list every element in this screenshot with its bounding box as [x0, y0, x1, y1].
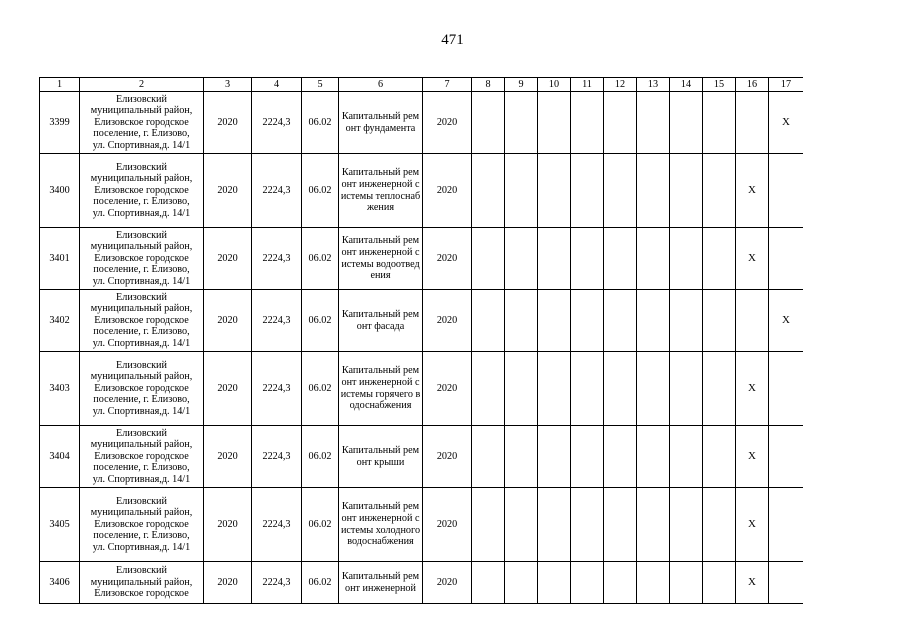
- work-type-cell: Капитальный ремонт инженерной системы водоотведения: [339, 228, 423, 290]
- address-cell: Елизовский муниципальный район, Елизовское городское поселение, г. Елизово, ул. Спортивная,д. 14/1: [80, 290, 204, 352]
- column-17-mark-cell: [769, 154, 804, 228]
- empty-cell-9: [505, 154, 538, 228]
- empty-cell-9: [505, 562, 538, 604]
- empty-cell-15: [703, 290, 736, 352]
- empty-cell-9: [505, 290, 538, 352]
- work-type-cell: Капитальный ремонт инженерной системы холодного водоснабжения: [339, 488, 423, 562]
- empty-cell-14: [670, 290, 703, 352]
- address-cell: Елизовский муниципальный район, Елизовское городское поселение, г. Елизово, ул. Спортивная,д. 14/1: [80, 352, 204, 426]
- empty-cell-10: [538, 426, 571, 488]
- work-type-cell: Капитальный ремонт инженерной системы теплоснабжения: [339, 154, 423, 228]
- column-header-13: 13: [637, 78, 670, 92]
- empty-cell-14: [670, 426, 703, 488]
- code-cell: 06.02: [302, 488, 339, 562]
- column-header-2: 2: [80, 78, 204, 92]
- empty-cell-14: [670, 154, 703, 228]
- column-header-16: 16: [736, 78, 769, 92]
- empty-cell-9: [505, 92, 538, 154]
- empty-cell-9: [505, 352, 538, 426]
- work-type-cell: Капитальный ремонт фундамента: [339, 92, 423, 154]
- planned-year-cell: 2020: [423, 154, 472, 228]
- empty-cell-15: [703, 488, 736, 562]
- area-cell: 2224,3: [252, 488, 302, 562]
- empty-cell-13: [637, 562, 670, 604]
- planned-year-cell: 2020: [423, 426, 472, 488]
- empty-cell-8: [472, 290, 505, 352]
- empty-cell-10: [538, 228, 571, 290]
- column-17-mark-cell: [769, 562, 804, 604]
- empty-cell-8: [472, 426, 505, 488]
- column-header-4: 4: [252, 78, 302, 92]
- address-cell: Елизовский муниципальный район, Елизовское городское: [80, 562, 204, 604]
- area-cell: 2224,3: [252, 352, 302, 426]
- row-number-cell: 3405: [40, 488, 80, 562]
- empty-cell-11: [571, 562, 604, 604]
- empty-cell-14: [670, 488, 703, 562]
- empty-cell-8: [472, 488, 505, 562]
- empty-cell-13: [637, 154, 670, 228]
- year-cell: 2020: [204, 488, 252, 562]
- empty-cell-14: [670, 92, 703, 154]
- column-number-row: [40, 78, 804, 92]
- table-row: [40, 290, 804, 352]
- empty-cell-15: [703, 228, 736, 290]
- address-cell: Елизовский муниципальный район, Елизовское городское поселение, г. Елизово, ул. Спортивная,д. 14/1: [80, 228, 204, 290]
- column-header-3: 3: [204, 78, 252, 92]
- address-cell: Елизовский муниципальный район, Елизовское городское поселение, г. Елизово, ул. Спортивная,д. 14/1: [80, 154, 204, 228]
- empty-cell-9: [505, 228, 538, 290]
- empty-cell-12: [604, 154, 637, 228]
- empty-cell-9: [505, 488, 538, 562]
- empty-cell-10: [538, 352, 571, 426]
- empty-cell-12: [604, 92, 637, 154]
- empty-cell-10: [538, 488, 571, 562]
- column-17-mark-cell: [769, 228, 804, 290]
- work-type-cell: Капитальный ремонт инженерной системы горячего водоснабжения: [339, 352, 423, 426]
- planned-year-cell: 2020: [423, 562, 472, 604]
- year-cell: 2020: [204, 92, 252, 154]
- column-16-mark-cell: [736, 92, 769, 154]
- column-header-10: 10: [538, 78, 571, 92]
- table-row: [40, 92, 804, 154]
- empty-cell-12: [604, 426, 637, 488]
- empty-cell-8: [472, 352, 505, 426]
- empty-cell-11: [571, 154, 604, 228]
- column-16-mark-cell: [736, 290, 769, 352]
- column-16-mark-cell: X: [736, 154, 769, 228]
- empty-cell-15: [703, 562, 736, 604]
- empty-cell-12: [604, 562, 637, 604]
- code-cell: 06.02: [302, 154, 339, 228]
- column-16-mark-cell: X: [736, 426, 769, 488]
- row-number-cell: 3404: [40, 426, 80, 488]
- work-type-cell: Капитальный ремонт инженерной: [339, 562, 423, 604]
- empty-cell-14: [670, 228, 703, 290]
- empty-cell-10: [538, 562, 571, 604]
- row-number-cell: 3402: [40, 290, 80, 352]
- empty-cell-10: [538, 290, 571, 352]
- empty-cell-13: [637, 228, 670, 290]
- column-17-mark-cell: X: [769, 290, 804, 352]
- column-header-14: 14: [670, 78, 703, 92]
- area-cell: 2224,3: [252, 228, 302, 290]
- code-cell: 06.02: [302, 290, 339, 352]
- address-cell: Елизовский муниципальный район, Елизовское городское поселение, г. Елизово, ул. Спортивная,д. 14/1: [80, 426, 204, 488]
- empty-cell-13: [637, 92, 670, 154]
- empty-cell-13: [637, 352, 670, 426]
- year-cell: 2020: [204, 426, 252, 488]
- table-row: [40, 488, 804, 562]
- empty-cell-15: [703, 426, 736, 488]
- year-cell: 2020: [204, 154, 252, 228]
- row-number-cell: 3401: [40, 228, 80, 290]
- empty-cell-15: [703, 92, 736, 154]
- empty-cell-11: [571, 488, 604, 562]
- column-header-7: 7: [423, 78, 472, 92]
- empty-cell-11: [571, 92, 604, 154]
- column-17-mark-cell: [769, 426, 804, 488]
- empty-cell-15: [703, 352, 736, 426]
- code-cell: 06.02: [302, 92, 339, 154]
- table-row: [40, 562, 804, 604]
- planned-year-cell: 2020: [423, 290, 472, 352]
- empty-cell-8: [472, 92, 505, 154]
- empty-cell-12: [604, 352, 637, 426]
- area-cell: 2224,3: [252, 92, 302, 154]
- empty-cell-9: [505, 426, 538, 488]
- empty-cell-11: [571, 228, 604, 290]
- empty-cell-11: [571, 290, 604, 352]
- page-number: 471: [441, 32, 464, 48]
- planned-year-cell: 2020: [423, 488, 472, 562]
- year-cell: 2020: [204, 290, 252, 352]
- code-cell: 06.02: [302, 562, 339, 604]
- column-header-12: 12: [604, 78, 637, 92]
- empty-cell-14: [670, 352, 703, 426]
- planned-year-cell: 2020: [423, 92, 472, 154]
- column-header-1: 1: [40, 78, 80, 92]
- table-row: [40, 426, 804, 488]
- address-cell: Елизовский муниципальный район, Елизовское городское поселение, г. Елизово, ул. Спортивная,д. 14/1: [80, 92, 204, 154]
- empty-cell-8: [472, 154, 505, 228]
- empty-cell-11: [571, 352, 604, 426]
- year-cell: 2020: [204, 562, 252, 604]
- empty-cell-13: [637, 290, 670, 352]
- empty-cell-8: [472, 228, 505, 290]
- work-type-cell: Капитальный ремонт фасада: [339, 290, 423, 352]
- empty-cell-13: [637, 426, 670, 488]
- address-cell: Елизовский муниципальный район, Елизовское городское поселение, г. Елизово, ул. Спортивная,д. 14/1: [80, 488, 204, 562]
- column-16-mark-cell: X: [736, 228, 769, 290]
- area-cell: 2224,3: [252, 290, 302, 352]
- column-header-9: 9: [505, 78, 538, 92]
- column-16-mark-cell: X: [736, 488, 769, 562]
- empty-cell-12: [604, 488, 637, 562]
- year-cell: 2020: [204, 228, 252, 290]
- column-header-6: 6: [339, 78, 423, 92]
- column-header-17: 17: [769, 78, 804, 92]
- row-number-cell: 3403: [40, 352, 80, 426]
- code-cell: 06.02: [302, 426, 339, 488]
- empty-cell-10: [538, 154, 571, 228]
- repair-schedule-table: [39, 77, 803, 604]
- column-17-mark-cell: [769, 488, 804, 562]
- code-cell: 06.02: [302, 228, 339, 290]
- row-number-cell: 3400: [40, 154, 80, 228]
- empty-cell-12: [604, 290, 637, 352]
- planned-year-cell: 2020: [423, 352, 472, 426]
- table-row: [40, 154, 804, 228]
- empty-cell-15: [703, 154, 736, 228]
- code-cell: 06.02: [302, 352, 339, 426]
- column-17-mark-cell: [769, 352, 804, 426]
- area-cell: 2224,3: [252, 154, 302, 228]
- row-number-cell: 3399: [40, 92, 80, 154]
- empty-cell-12: [604, 228, 637, 290]
- column-header-11: 11: [571, 78, 604, 92]
- table-container: [39, 77, 803, 606]
- empty-cell-14: [670, 562, 703, 604]
- column-17-mark-cell: X: [769, 92, 804, 154]
- row-number-cell: 3406: [40, 562, 80, 604]
- empty-cell-11: [571, 426, 604, 488]
- column-header-15: 15: [703, 78, 736, 92]
- year-cell: 2020: [204, 352, 252, 426]
- area-cell: 2224,3: [252, 426, 302, 488]
- planned-year-cell: 2020: [423, 228, 472, 290]
- column-header-8: 8: [472, 78, 505, 92]
- empty-cell-13: [637, 488, 670, 562]
- column-16-mark-cell: X: [736, 562, 769, 604]
- area-cell: 2224,3: [252, 562, 302, 604]
- table-row: [40, 352, 804, 426]
- column-header-5: 5: [302, 78, 339, 92]
- table-body: [40, 92, 804, 604]
- column-16-mark-cell: X: [736, 352, 769, 426]
- empty-cell-10: [538, 92, 571, 154]
- table-row: [40, 228, 804, 290]
- work-type-cell: Капитальный ремонт крыши: [339, 426, 423, 488]
- empty-cell-8: [472, 562, 505, 604]
